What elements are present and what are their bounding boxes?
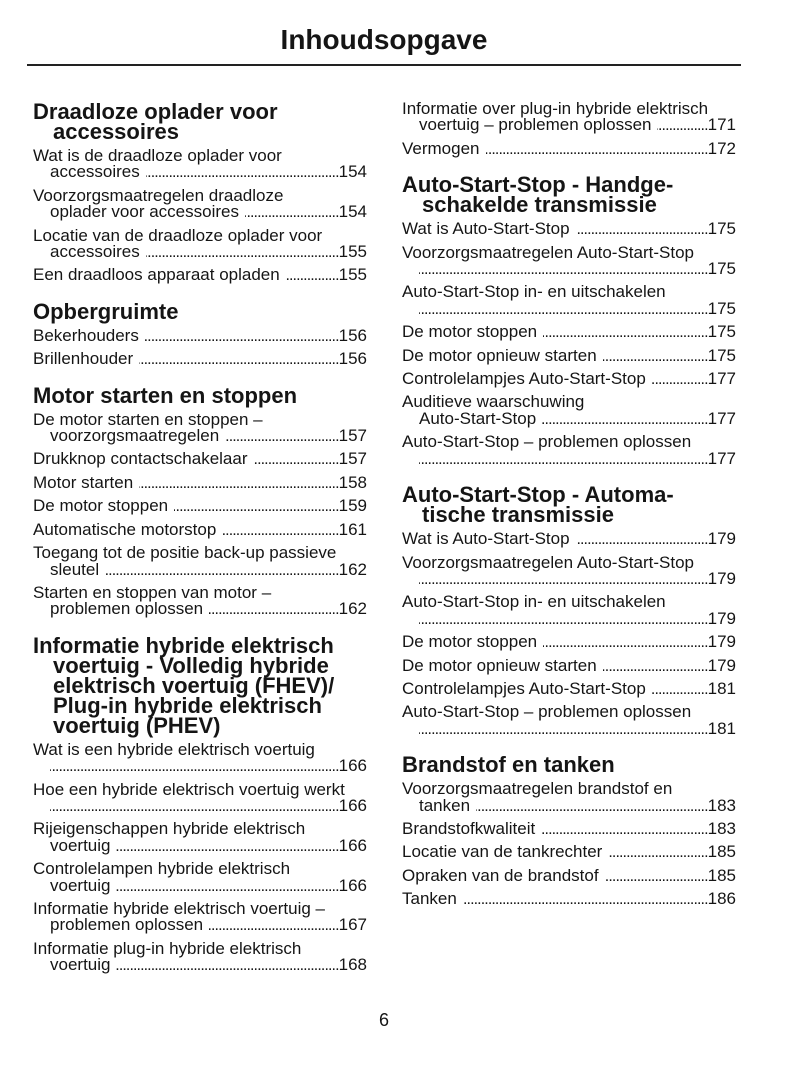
toc-entry (33, 519, 367, 539)
entry-title: Motor starten (33, 472, 134, 492)
dot-leader (476, 799, 708, 815)
toc-section (33, 99, 367, 285)
section-heading-line: Informatie hybride elektrisch (33, 632, 334, 658)
entry-title: problemen oplossen (50, 599, 204, 619)
entry-title: Locatie van de draadloze oplader voor (33, 225, 323, 245)
toc-section (402, 101, 736, 158)
entry-title: Een draadloos apparaat opladen (33, 265, 280, 285)
entry-title: voorzorgsmaatregelen (50, 426, 220, 446)
section-heading-line: schakelde transmissie (422, 192, 657, 218)
page-ref: 156 (338, 349, 367, 369)
entry-last-line (402, 844, 736, 861)
entry-last-line (33, 498, 367, 515)
entry-last-line (402, 568, 736, 588)
dot-leader (541, 822, 707, 838)
dot-leader (245, 205, 339, 221)
entry-title: Informatie plug-in hybride elektrisch (33, 938, 302, 958)
page-ref: 175 (707, 322, 736, 342)
page-ref: 183 (707, 818, 736, 838)
dot-leader (603, 349, 708, 365)
section-heading-line: Opbergruimte (33, 298, 179, 324)
dot-leader (543, 325, 707, 341)
toc-entry (402, 434, 736, 468)
entry-last-line (402, 138, 736, 158)
toc-section (402, 172, 736, 468)
dot-leader (225, 429, 338, 445)
section-heading (402, 752, 736, 778)
dot-leader (116, 958, 338, 974)
entry-last-line (33, 601, 367, 618)
dot-leader (486, 142, 708, 158)
dot-leader (542, 412, 707, 428)
toc-entry (33, 185, 367, 222)
page-ref: 179 (707, 529, 736, 549)
toc-entry (402, 844, 736, 861)
entry-title: accessoires (50, 242, 140, 262)
toc-entry (402, 552, 736, 589)
dot-leader (105, 563, 338, 579)
entry-title: accessoires (50, 162, 140, 182)
entry-last-line (33, 351, 367, 368)
entry-title: Toegang tot de positie back-up passieve (33, 543, 337, 563)
entry-last-line (402, 298, 736, 318)
page-ref: 179 (707, 608, 736, 628)
entry-title: De motor stoppen (402, 632, 538, 652)
dot-leader (50, 759, 339, 775)
entry-title: Locatie van de tankrechter (402, 842, 603, 862)
entry-title: Auditieve waarschuwing (402, 392, 585, 412)
toc-entry (33, 267, 367, 284)
dot-leader (603, 659, 708, 675)
entry-title: problemen oplossen (50, 915, 204, 935)
dot-leader (419, 262, 708, 278)
dot-leader (254, 452, 339, 468)
toc-entry (33, 498, 367, 515)
entry-last-line (33, 428, 367, 445)
toc-section (402, 482, 736, 738)
toc-entry (402, 634, 736, 651)
entry-last-line (402, 408, 736, 428)
page-ref: 155 (338, 265, 367, 285)
dot-leader (145, 329, 339, 345)
toc-entry (402, 284, 736, 318)
section-heading-line: tische transmissie (422, 502, 614, 528)
entry-title: Hoe een hybride elektrisch voertuig werkt (33, 779, 345, 799)
toc-section (33, 632, 367, 975)
entry-title: Wat is de draadloze oplader voor (33, 146, 282, 165)
dot-leader (463, 892, 708, 908)
toc-column-right (402, 101, 736, 926)
dot-leader (657, 118, 707, 134)
toc-entry (402, 678, 736, 698)
page-ref: 181 (707, 678, 736, 698)
entry-last-line (402, 221, 736, 238)
toc-section (33, 298, 367, 369)
page-ref: 177 (707, 448, 736, 468)
section-heading (33, 382, 367, 408)
entry-title: Auto-Start-Stop – problemen oplossen (402, 702, 692, 722)
entry-title: Voorzorgsmaatregelen draadloze (33, 185, 284, 205)
page-number: 6 (378, 1010, 389, 1030)
section-heading (33, 99, 367, 144)
toc-entry (402, 324, 736, 341)
page-ref: 185 (707, 865, 736, 885)
entry-last-line (402, 818, 736, 838)
page-ref: 171 (707, 115, 736, 135)
entry-title: Auto-Start-Stop in- en uitschakelen (402, 592, 666, 612)
section-heading-line: voertuig (PHEV) (53, 712, 221, 738)
entry-last-line (33, 164, 367, 181)
entry-last-line (33, 957, 367, 974)
dot-leader (50, 799, 339, 815)
toc-entry (33, 409, 367, 446)
entry-title: voertuig – problemen oplossen (419, 115, 652, 135)
section-heading (402, 172, 736, 218)
toc-entry (33, 472, 367, 492)
page-ref: 157 (338, 426, 367, 446)
page-ref: 158 (338, 472, 367, 492)
entry-title: voertuig (50, 835, 111, 855)
entry-title: Auto-Start-Stop – problemen oplossen (402, 432, 692, 452)
dot-leader (608, 845, 707, 861)
page-ref: 161 (338, 519, 367, 539)
dot-leader (419, 572, 708, 588)
entry-last-line (33, 451, 367, 468)
page-ref: 179 (707, 655, 736, 675)
dot-leader (209, 602, 339, 618)
page-ref: 156 (338, 325, 367, 345)
entry-title: Starten en stoppen van motor – (33, 582, 272, 602)
dot-leader (116, 839, 338, 855)
toc-entry (402, 865, 736, 885)
toc-entry (33, 821, 367, 855)
dot-leader (286, 268, 339, 284)
entry-last-line (402, 261, 736, 278)
entry-title: Wat is een hybride elektrisch voertuig (33, 739, 315, 759)
toc-entry (402, 345, 736, 365)
dot-leader (139, 476, 338, 492)
entry-last-line (402, 117, 736, 134)
toc-entry (33, 739, 367, 776)
toc-entry (402, 655, 736, 675)
entry-title: Vermogen (402, 138, 480, 158)
entry-last-line (402, 634, 736, 651)
entry-title: voertuig (50, 955, 111, 975)
entry-title: Opraken van de brandstof (402, 865, 599, 885)
toc-entry (33, 225, 367, 262)
page-ref: 181 (707, 718, 736, 738)
entry-last-line (33, 267, 367, 284)
dot-leader (174, 499, 338, 515)
entry-title: Brillenhouder (33, 349, 134, 369)
entry-last-line (402, 865, 736, 885)
page-ref: 177 (707, 369, 736, 389)
toc-entry (402, 891, 736, 908)
toc-entry (402, 704, 736, 738)
toc-entry (402, 531, 736, 548)
entry-title: Controlelampjes Auto-Start-Stop (402, 369, 646, 389)
page-ref: 154 (338, 202, 367, 222)
toc-entry (402, 594, 736, 628)
section-heading-line: Motor starten en stoppen (33, 382, 298, 408)
entry-title: Voorzorgsmaatregelen Auto-Start-Stop (402, 552, 694, 572)
entry-last-line (33, 244, 367, 261)
entry-title: sleutel (50, 559, 100, 579)
entry-title: Auto-Start-Stop in- en uitschakelen (402, 282, 666, 302)
entry-last-line (33, 917, 367, 934)
entry-last-line (402, 718, 736, 738)
section-heading-line: voertuig - Volledig hybride (53, 652, 329, 678)
toc-entry (402, 242, 736, 279)
section-heading (33, 632, 367, 738)
section-heading-line: Plug-in hybride elektrisch (53, 692, 322, 718)
page-ref: 159 (338, 496, 367, 516)
dot-leader (419, 722, 708, 738)
title-rule (27, 64, 741, 66)
entry-title: De motor opnieuw starten (402, 345, 597, 365)
page-ref: 157 (338, 449, 367, 469)
dot-leader (652, 682, 708, 698)
entry-last-line (402, 345, 736, 365)
dot-leader (209, 918, 339, 934)
dot-leader (419, 612, 708, 628)
page-ref: 162 (338, 559, 367, 579)
section-heading-line: Brandstof en tanken (402, 752, 615, 778)
toc-entry (402, 781, 736, 815)
toc-entry (33, 582, 367, 619)
dot-leader (543, 635, 707, 651)
entry-last-line (402, 531, 736, 548)
toc-entry (33, 325, 367, 345)
entry-last-line (33, 559, 367, 579)
section-heading-line: Auto-Start-Stop - Automa- (402, 482, 674, 508)
dot-leader (419, 452, 708, 468)
toc-entry (33, 545, 367, 579)
entry-title: Informatie over plug-in hybride elektrisch (402, 99, 709, 118)
entry-last-line (402, 448, 736, 468)
section-heading-line: elektrisch voertuig (FHEV)/ (53, 672, 335, 698)
entry-title: De motor stoppen (402, 322, 538, 342)
dot-leader (605, 869, 708, 885)
entry-last-line (33, 758, 367, 775)
toc-entry (33, 148, 367, 182)
page-ref: 154 (338, 162, 367, 182)
toc-entry (402, 138, 736, 158)
entry-last-line (33, 519, 367, 539)
toc-entry (33, 779, 367, 816)
dot-leader (419, 302, 708, 318)
entry-title: Wat is Auto-Start-Stop (402, 219, 570, 239)
page-ref: 177 (707, 408, 736, 428)
entry-title: Tanken (402, 889, 457, 909)
dot-leader (576, 532, 708, 548)
entry-title: Voorzorgsmaatregelen Auto-Start-Stop (402, 242, 694, 262)
toc-entry (402, 818, 736, 838)
dot-leader (146, 245, 339, 261)
page-ref: 183 (707, 795, 736, 815)
entry-last-line (402, 891, 736, 908)
entry-title: voertuig (50, 875, 111, 895)
section-heading-line: Auto-Start-Stop - Handge- (402, 172, 674, 198)
entry-title: Automatische motorstop (33, 519, 217, 539)
toc-entry (33, 351, 367, 368)
entry-title: Rijeigenschappen hybride elektrisch (33, 819, 306, 839)
page-ref: 166 (338, 756, 367, 776)
entry-last-line (33, 472, 367, 492)
entry-title: Wat is Auto-Start-Stop (402, 529, 570, 549)
entry-title: Brandstofkwaliteit (402, 818, 536, 838)
entry-last-line (33, 204, 367, 221)
entry-title: Bekerhouders (33, 325, 139, 345)
entry-title: Controlelampen hybride elektrisch (33, 859, 291, 879)
entry-title: Auto-Start-Stop (419, 408, 537, 428)
page-ref: 172 (707, 138, 736, 158)
page-ref: 166 (338, 835, 367, 855)
entry-title: De motor opnieuw starten (402, 655, 597, 675)
entry-title: Voorzorgsmaatregelen brandstof en (402, 779, 673, 799)
dot-leader (576, 222, 708, 238)
entry-title: oplader voor accessoires (50, 202, 239, 222)
page-ref: 185 (707, 842, 736, 862)
page-ref: 175 (707, 259, 736, 279)
dot-leader (146, 165, 339, 181)
entry-last-line (402, 608, 736, 628)
entry-last-line (402, 371, 736, 388)
toc-entry (33, 451, 367, 468)
entry-title: Controlelampjes Auto-Start-Stop (402, 678, 646, 698)
page-ref: 179 (707, 632, 736, 652)
page-ref: 167 (338, 915, 367, 935)
entry-title: De motor stoppen (33, 496, 169, 516)
entry-title: tanken (419, 795, 471, 815)
entry-last-line (33, 875, 367, 895)
section-heading-line: Draadloze oplader voor (33, 99, 278, 124)
dot-leader (222, 523, 338, 539)
entry-last-line (33, 835, 367, 855)
page-ref: 175 (707, 298, 736, 318)
entry-last-line (402, 324, 736, 341)
toc-column-left (33, 99, 367, 992)
toc-entry (33, 898, 367, 935)
page-ref: 155 (338, 242, 367, 262)
toc-entry (402, 394, 736, 428)
entry-last-line (402, 655, 736, 675)
toc-section (33, 382, 367, 619)
entry-title: Drukknop contactschakelaar (33, 449, 248, 469)
page-ref: 175 (707, 345, 736, 365)
page-ref: 166 (338, 795, 367, 815)
entry-last-line (402, 795, 736, 815)
entry-title: Informatie hybride elektrisch voertuig – (33, 898, 325, 918)
toc-entry (402, 221, 736, 238)
page-ref: 162 (338, 599, 367, 619)
page-ref: 179 (707, 568, 736, 588)
toc-section (402, 752, 736, 909)
section-heading (402, 482, 736, 528)
section-heading (33, 298, 367, 324)
toc-entry (402, 371, 736, 388)
toc-entry (33, 861, 367, 895)
toc-entry (33, 938, 367, 975)
entry-last-line (33, 325, 367, 345)
section-heading-line: accessoires (53, 119, 179, 144)
page-ref: 166 (338, 875, 367, 895)
page-ref: 175 (707, 219, 736, 239)
entry-title: De motor starten en stoppen – (33, 409, 263, 429)
page-ref: 186 (707, 889, 736, 909)
toc-entry (402, 101, 736, 135)
dot-leader (139, 352, 338, 368)
page-title: Inhoudsopgave (280, 24, 488, 55)
dot-leader (116, 879, 338, 895)
entry-last-line (402, 678, 736, 698)
page-ref: 168 (338, 955, 367, 975)
dot-leader (652, 372, 708, 388)
entry-last-line (33, 795, 367, 815)
